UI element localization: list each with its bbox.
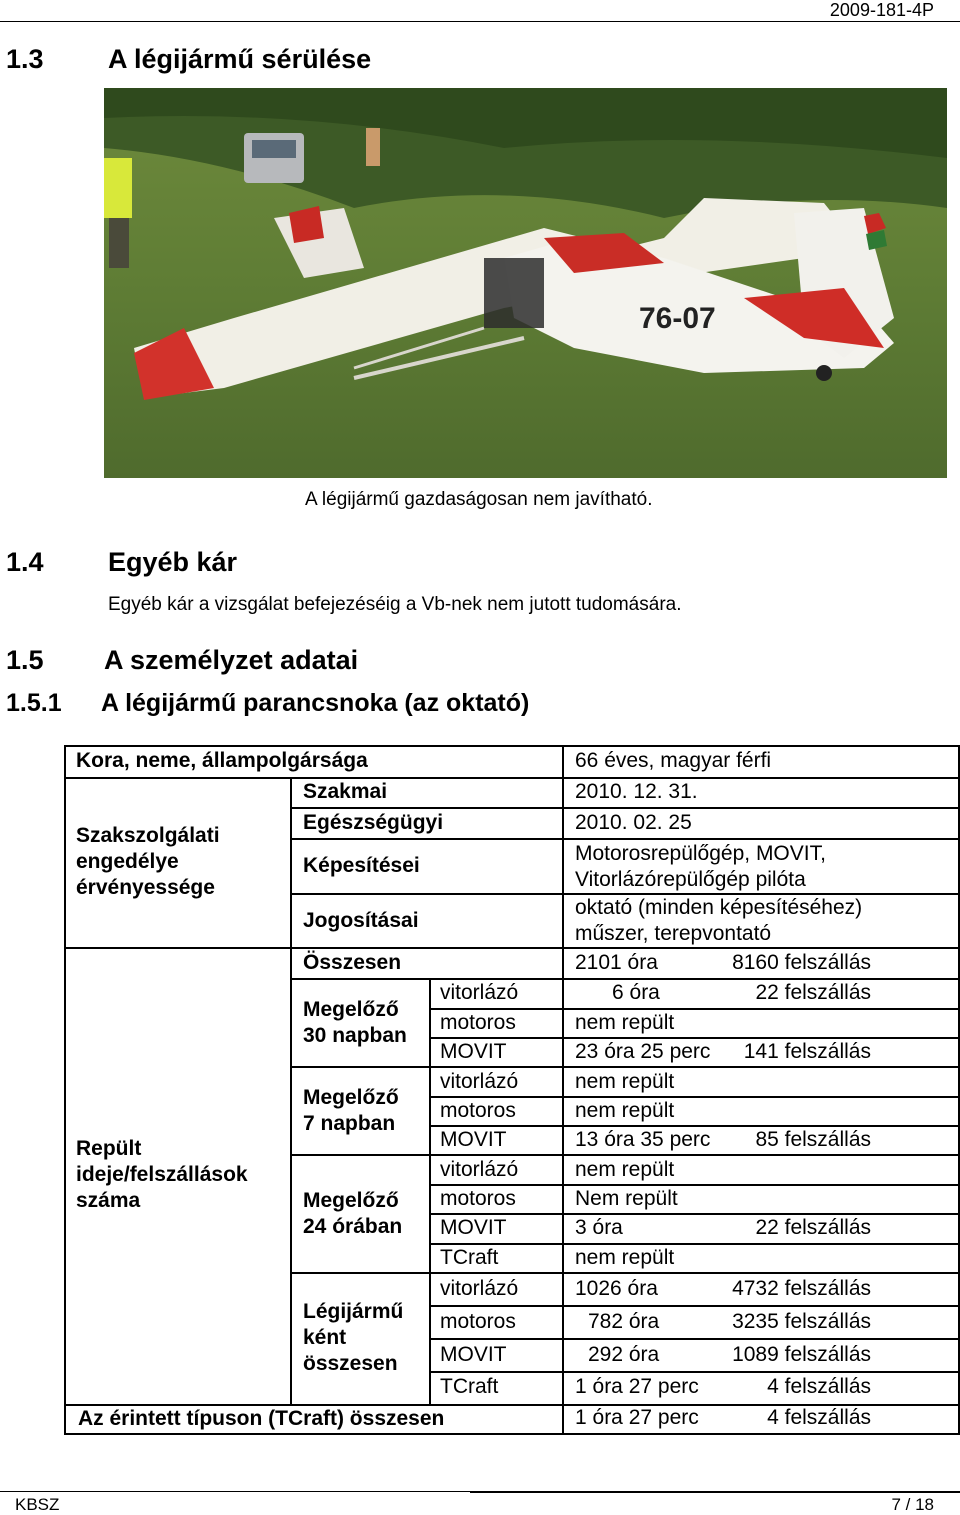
g30-label-line1: Megelőző	[303, 998, 399, 1021]
szakmai-value: 2010. 12. 31.	[575, 780, 698, 803]
gtot-flights: 4732 felszállás	[732, 1277, 871, 1300]
gtot-type: vitorlázó	[440, 1277, 519, 1300]
g7-hours: nem repült	[575, 1099, 675, 1122]
license-label-line1: Szakszolgálati	[76, 824, 220, 847]
g24-hours: nem repült	[575, 1246, 675, 1269]
header-rule	[0, 21, 960, 22]
g7-type: motoros	[440, 1099, 516, 1122]
type-total-label: Az érintett típuson (TCraft) összesen	[78, 1407, 445, 1430]
g7-label-line1: Megelőző	[303, 1086, 399, 1109]
gtot-type: TCraft	[440, 1375, 499, 1398]
g24-hours: nem repült	[575, 1158, 675, 1181]
section-1-4-number: 1.4	[6, 547, 44, 577]
section-1-3-number: 1.3	[6, 44, 44, 74]
gtot-hours: 292 óra	[588, 1343, 660, 1366]
damage-caption: A légijármű gazdaságosan nem javítható.	[305, 489, 653, 509]
osszesen-flights: 8160 felszállás	[732, 951, 871, 974]
jogositas-value-line1: oktató (minden képesítéséhez)	[575, 896, 863, 919]
kepesites-label: Képesítései	[303, 854, 420, 877]
g30-type: MOVIT	[440, 1040, 507, 1063]
gtot-type: motoros	[440, 1310, 516, 1333]
g30-type: vitorlázó	[440, 981, 519, 1004]
page-number: 7 / 18	[891, 1495, 934, 1514]
section-1-5-1-number: 1.5.1	[6, 689, 62, 717]
g24-label-line2: 24 órában	[303, 1215, 403, 1238]
section-1-3-title: A légijármű sérülése	[108, 44, 372, 74]
section-1-5-title: A személyzet adatai	[104, 645, 359, 675]
g7-type: MOVIT	[440, 1128, 507, 1151]
kepesites-value-line1: Motorosrepülőgép, MOVIT,	[575, 842, 826, 865]
registration-marking: 76-07	[639, 302, 716, 335]
type-total-hours: 1 óra 27 perc	[575, 1406, 699, 1429]
szakmai-label: Szakmai	[303, 780, 388, 803]
section-1-5-number: 1.5	[6, 645, 44, 675]
egeszseg-value: 2010. 02. 25	[575, 811, 692, 834]
g24-hours: 3 óra	[575, 1216, 623, 1239]
footer-org: KBSZ	[15, 1495, 60, 1514]
gtot-type: MOVIT	[440, 1343, 507, 1366]
wreck-photo	[104, 88, 947, 478]
age-label: Kora, neme, állampolgársága	[76, 749, 368, 772]
g24-type: motoros	[440, 1187, 516, 1210]
osszesen-hours: 2101 óra	[575, 951, 658, 974]
section-1-5-1-title: A légijármű parancsnoka (az oktató)	[101, 689, 530, 717]
g24-type: MOVIT	[440, 1216, 507, 1239]
g30-hours: 6 óra	[612, 981, 660, 1004]
g24-type: vitorlázó	[440, 1158, 519, 1181]
g30-hours: 23 óra 25 perc	[575, 1040, 711, 1063]
gtot-hours: 782 óra	[588, 1310, 660, 1333]
g30-type: motoros	[440, 1011, 516, 1034]
g24-hours: Nem repült	[575, 1187, 678, 1210]
g24-type: TCraft	[440, 1246, 499, 1269]
g24-label-line1: Megelőző	[303, 1189, 399, 1212]
g30-hours: nem repült	[575, 1011, 675, 1034]
section-1-4-text: Egyéb kár a vizsgálat befejezéséig a Vb-nek nem jutott tudomására.	[108, 594, 682, 615]
g7-hours: nem repült	[575, 1070, 675, 1093]
jogositas-label: Jogosításai	[303, 909, 419, 932]
license-label-line2: engedélye	[76, 850, 179, 873]
osszesen-label: Összesen	[303, 951, 402, 974]
egeszseg-label: Egészségügyi	[303, 811, 444, 834]
footer-rule-left	[0, 1491, 470, 1492]
gtot-flights: 1089 felszállás	[732, 1343, 871, 1366]
footer-rule-right	[470, 1491, 960, 1493]
g7-flights: 85 felszállás	[755, 1128, 871, 1151]
flight-label-line2: ideje/felszállások	[76, 1163, 248, 1186]
gtot-flights: 4 felszállás	[767, 1375, 871, 1398]
gtot-label-line2: ként	[303, 1326, 347, 1349]
age-value: 66 éves, magyar férfi	[575, 749, 772, 772]
gtot-hours: 1026 óra	[575, 1277, 658, 1300]
gtot-flights: 3235 felszállás	[732, 1310, 871, 1333]
g30-label-line2: 30 napban	[303, 1024, 407, 1047]
g30-flights: 22 felszállás	[755, 981, 871, 1004]
document-id: 2009-181-4P	[829, 0, 934, 20]
section-1-4-title: Egyéb kár	[108, 547, 238, 577]
g7-type: vitorlázó	[440, 1070, 519, 1093]
g7-label-line2: 7 napban	[303, 1112, 396, 1135]
license-label-line3: érvényessége	[76, 876, 215, 899]
gtot-label-line3: összesen	[303, 1352, 398, 1375]
g7-hours: 13 óra 35 perc	[575, 1128, 711, 1151]
kepesites-value-line2: Vitorlázórepülőgép pilóta	[575, 868, 806, 891]
g24-flights: 22 felszállás	[755, 1216, 871, 1239]
flight-label-line3: száma	[76, 1189, 141, 1212]
jogositas-value-line2: műszer, terepvontató	[575, 922, 772, 945]
flight-label-line1: Repült	[76, 1137, 142, 1160]
g30-flights: 141 felszállás	[743, 1040, 871, 1063]
type-total-flights: 4 felszállás	[767, 1406, 871, 1429]
gtot-label-line1: Légijármű	[303, 1300, 404, 1323]
gtot-hours: 1 óra 27 perc	[575, 1375, 699, 1398]
